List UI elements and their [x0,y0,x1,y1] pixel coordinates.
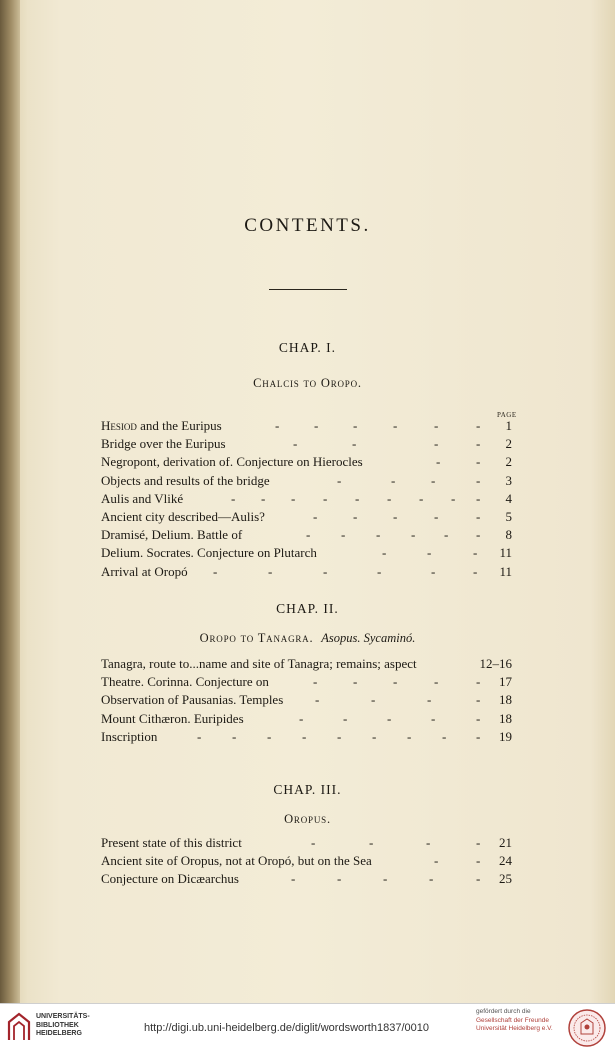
entry-page: 3 [505,472,512,488]
entry-text: Theatre. Corinna. Conjecture on [101,674,269,690]
page-column-label: PAGE [497,411,517,419]
entry-page: 1 [505,418,512,433]
entry-text: Ancient city described—Aulis? [101,508,265,524]
entry-text: Aulis and Vliké [101,490,184,506]
funding-society-name[interactable]: Gesellschaft der Freunde [476,1016,549,1024]
entry-text: Observation of Pausanias. Temples [101,692,284,708]
entry-page: 2 [505,454,512,470]
footer-bar [0,1003,615,1050]
entry-page: 19 [499,728,512,744]
entry-text: Mount Cithæron. Euripides [101,710,244,726]
funding-society-name[interactable]: Universität Heidelberg e.V. [476,1025,553,1032]
entry-text: Ancient site of Oropus, not at Oropó, but on the Sea [101,853,372,869]
toc-entry: Objects and results of the bridge - - - - 3 [101,472,512,490]
toc-entry: Arrival at Oropó - - - - - - 11 [101,563,512,581]
chapter-3-subtitle: Oropus. [284,812,331,826]
toc-entry: Observation of Pausanias. Temples - - - - 18 [101,691,512,709]
entry-text: Present state of this district [101,835,242,850]
chapter-2-entries [101,655,512,746]
chapter-1-entries [101,417,512,581]
entry-text: Arrival at Oropó [101,563,188,579]
library-name-line: UNIVERSITÄTS- [36,1013,90,1020]
permalink-url[interactable]: http://digi.ub.uni-heidelberg.de/diglit/wordsworth1837/0010 [144,1022,429,1034]
title-divider [269,289,347,290]
chapter-2-heading: CHAP. II. [276,601,339,616]
university-seal-icon[interactable] [567,1008,607,1048]
entry-text: Tanagra, route to...name and site of Tanagra; remains; aspect [101,656,417,671]
entry-text: Objects and results of the bridge [101,472,270,488]
entry-page: 24 [499,853,512,869]
entry-page: 25 [499,871,512,887]
funding-line: gefördert durch die [476,1008,531,1015]
entry-text: Negropont, derivation of. Conjecture on Hierocles [101,454,363,470]
entry-page: 2 [505,436,512,452]
chapter-1-heading: CHAP. I. [278,340,337,355]
entry-page: 11 [499,563,512,579]
entry-page: 11 [499,545,512,561]
chapter-2-subtitle-italic: Asopus. Sycaminó. [321,631,416,645]
chapter-2-subtitle [0,631,615,646]
entry-lead: Hesiod [101,418,137,433]
university-library-logo-icon[interactable] [6,1012,32,1042]
library-name-line: HEIDELBERG [36,1030,82,1037]
entry-page: 4 [505,490,512,506]
toc-entry: Bridge over the Euripus - - - - 2 [101,435,512,453]
entry-page: 21 [499,835,512,850]
toc-entry: Present state of this district - - - - 21 [101,834,512,852]
page-title: CONTENTS. [244,215,371,236]
book-spine [0,0,20,1003]
library-name-line: BIBLIOTHEK [36,1021,79,1029]
entry-text: Delium. Socrates. Conjecture on Plutarch [101,545,317,561]
toc-entry: Dramisé, Delium. Battle of - - - - - - 8 [101,526,512,544]
toc-entry: Inscription - - - - - - - - - 19 [101,728,512,746]
chapter-1-subtitle: Chalcis to Oropo. [253,376,362,390]
entry-page: 18 [499,692,512,708]
entry-page: 12–16 [479,656,512,671]
toc-entry: Negropont, derivation of. Conjecture on Hierocles - - 2 [101,453,512,471]
toc-entry: Mount Cithæron. Euripides - - - - - 18 [101,710,512,728]
toc-entry: Ancient city described—Aulis? - - - - - 5 [101,508,512,526]
chapter-3-heading: CHAP. III. [273,782,342,797]
toc-entry: Hesiod and the Euripus - - - - - - 1 [101,417,512,435]
library-name[interactable] [36,1013,90,1039]
entry-page: 17 [499,674,512,690]
toc-entry: Conjecture on Dicæarchus - - - - - 25 [101,870,512,888]
entry-page: 8 [505,527,512,543]
toc-entry: Delium. Socrates. Conjecture on Plutarch - - - 11 [101,544,512,562]
entry-page: 5 [505,508,512,524]
entry-text: Dramisé, Delium. Battle of [101,527,243,543]
entry-page: 18 [499,710,512,726]
toc-entry: Aulis and Vliké - - - - - - - - - 4 [101,490,512,508]
entry-text: Inscription [101,728,158,744]
entry-text: Bridge over the Euripus [101,436,226,452]
funding-notice [476,1008,553,1034]
entry-text: and the Euripus [136,418,222,433]
chapter-3-entries [101,834,512,889]
entry-text: Conjecture on Dicæarchus [101,871,239,887]
toc-entry: Theatre. Corinna. Conjecture on - - - - - 17 [101,673,512,691]
toc-entry [101,655,512,673]
toc-entry: Ancient site of Oropus, not at Oropó, but on the Sea - - 24 [101,852,512,870]
chapter-2-subtitle-text: Oropo to Tanagra. [199,631,314,645]
